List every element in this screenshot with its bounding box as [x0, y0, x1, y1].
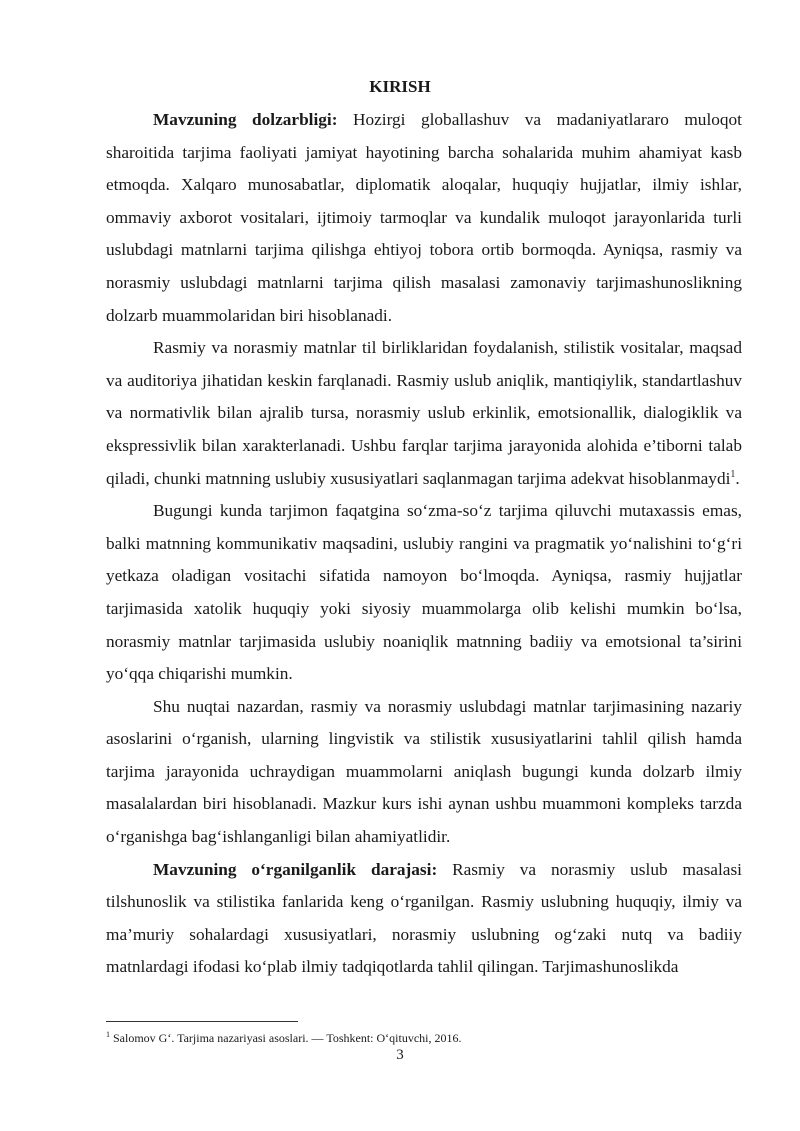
paragraph-heading: Mavzuning dolzarbligi: — [153, 110, 338, 129]
paragraph-text: Hozirgi globallashuv va madaniyatlararo muloqot sharoitida tarjima faoliyati jamiyat hayotining barcha sohalarida muhim ahamiyat kasb etmoqda. Xalqaro munosabatlar, diplomatik aloqalar, huquqiy hujjatlar, ilmiy ishlar, ommaviy axborot vositalari, ijtimoiy tarmoqlar va kundalik muloqot jarayonlarida turli uslubdagi matnlarni tarjima qilishga ehtiyoj tobora ortib bormoqda. Ayniqsa, rasmiy va norasmiy uslubdagi matnlarni tarjima qilish masalasi zamonaviy tarjimashunoslikning dolzarb muammolaridan biri hisoblanadi. — [106, 110, 742, 325]
footnote-number: 1 — [106, 1030, 110, 1039]
page-number: 3 — [396, 1047, 404, 1063]
footnote — [106, 1031, 742, 1046]
paragraph-perspective — [106, 691, 742, 854]
paragraph-text: Bugungi kunda tarjimon faqatgina so‘zma-so‘z tarjima qiluvchi mutaxassis emas, balki matnning kommunikativ maqsadini, uslubiy rangini va pragmatik yo‘nalishini to‘g‘ri yetkaza oladigan vositachi sifatida namoyon bo‘lmoqda. Ayniqsa, rasmiy hujjatlar tarjimasida xatolik huquqiy yoki siyosiy muammolarga olib kelishi mumkin bo‘lsa, norasmiy matnlar tarjimasida uslubiy noaniqlik matnning badiiy va emotsional ta’sirini yo‘qqa chiqarishi mumkin. — [106, 501, 742, 684]
paragraph-text-end: . — [735, 468, 740, 488]
footnote-reference[interactable]: 1 — [730, 468, 736, 480]
paragraph-text: Rasmiy va norasmiy uslub masalasi tilshunoslik va stilistika fanlarida keng o‘rganilgan. Rasmiy uslubning huquqiy, ilmiy va ma’muriy sohalardagi xususiyatlari, norasmiy uslubning og‘zaki nutq va badiiy matnlardagi ifodasi ko‘plab ilmiy tadqiqotlarda tahlil qilingan. Tarjimashunoslikda — [106, 859, 742, 977]
footnote-text: Salomov G‘. Tarjima nazariyasi asoslari. — Toshkent: O‘qituvchi, 2016. — [110, 1031, 462, 1045]
footnote-separator — [106, 1021, 298, 1022]
paragraph-study-level — [106, 854, 742, 984]
paragraph-translator-role — [106, 495, 742, 691]
paragraph-text: Shu nuqtai nazardan, rasmiy va norasmiy uslubdagi matnlar tarjimasining nazariy asoslarini o‘rganish, ularning lingvistik va stilistik xususiyatlarini tahlil qilish hamda tarjima jarayonida uchraydigan muammolarni aniqlash bugungi kunda dolzarb ilmiy masalalardan biri hisoblanadi. Mazkur kurs ishi aynan ushbu muammoni kompleks tarzda o‘rganishga bag‘ishlanganligi bilan ahamiyatlidir. — [106, 696, 742, 847]
paragraph-styles — [106, 332, 742, 495]
page-title: KIRISH — [369, 77, 431, 96]
paragraph-heading: Mavzuning o‘rganilganlik darajasi: — [153, 859, 438, 879]
paragraph-text: Rasmiy va norasmiy matnlar til birliklaridan foydalanish, stilistik vositalar, maqsad va auditoriya jihatidan keskin farqlanadi. Rasmiy uslub aniqlik, mantiqiylik, standartlashuv va normativlik bilan ajralib tursa, norasmiy uslub erkinlik, emotsionallik, dialogiklik va ekspressivlik bilan xarakterlanadi. Ushbu farqlar tarjima jarayonida alohida e’tiborni talab qiladi, chunki matnning uslubiy xususiyatlari saqlanmagan tarjima adekvat hisoblanmaydi — [106, 338, 742, 488]
paragraph-relevance — [106, 104, 742, 332]
body-text — [106, 104, 742, 984]
